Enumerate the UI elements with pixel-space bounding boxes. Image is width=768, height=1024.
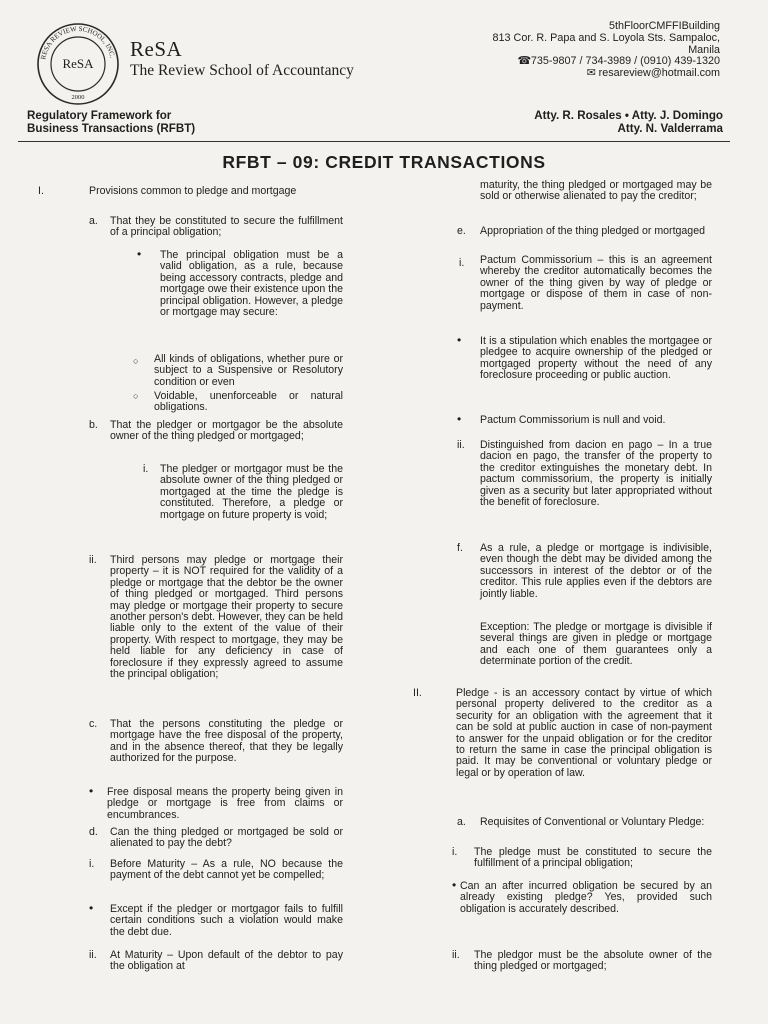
voidable-obligations: Voidable, unenforceable or natural obligations.: [154, 390, 343, 414]
after-incurred-note: Can an after incurred obligation be secured by an already existing pledge? Yes, provided such obligation is accurately described.: [460, 880, 712, 915]
requisite-a: That they be constituted to secure the fulfillment of a principal obligation;: [110, 215, 343, 239]
indivisibility: As a rule, a pledge or mortgage is indivisible, even though the debt may be divided among the successors in interest of the debtor or of the creditor. This rule applies even if the debtors are jointly liable.: [480, 542, 712, 600]
marker-b: b.: [89, 419, 98, 431]
page-title: RFBT – 09: CREDIT TRANSACTIONS: [222, 152, 546, 172]
course-subject: [27, 109, 195, 135]
email-line: ✉ resareview@hotmail.com: [586, 67, 720, 80]
requisite-c: That the persons constituting the pledge or mortgage have the free disposal of the property, and in the absence thereof, that they be legally authorized for the purpose.: [110, 718, 343, 765]
marker-a: a.: [89, 215, 98, 227]
bullet-marker: •: [457, 333, 462, 347]
circle-marker: ○: [133, 391, 139, 401]
pledge-requisite-i: The pledge must be constituted to secure the fulfillment of a principal obligation;: [474, 846, 712, 870]
bullet-marker: •: [457, 412, 462, 426]
requisites-conventional: Requisites of Conventional or Voluntary Pledge:: [480, 816, 705, 828]
stipulation-note: It is a stipulation which enables the mortgagee or pledgee to acquire ownership of the pledged or mortgaged property without the need of any foreclosure proceeding or public auction.: [480, 335, 712, 382]
principal-obligation-note: The principal obligation must be a valid obligation, as a rule, because being accessory contracts, pledge and mortgage owe their existence upon the principal obligation. However, a pledge or mortgage may secure:: [160, 249, 343, 319]
resa-logo: [36, 22, 120, 106]
requisite-b: That the pledger or mortgagor be the absolute owner of the thing pledged or mortgaged;: [110, 419, 343, 443]
marker-a: a.: [457, 816, 466, 828]
requisite-d: Can the thing pledged or mortgaged be sold or alienated to pay the debt?: [110, 826, 343, 850]
null-and-void: Pactum Commissorium is null and void.: [480, 414, 666, 426]
provisions-heading: Provisions common to pledge and mortgage: [89, 185, 297, 197]
marker-I: I.: [38, 185, 44, 197]
marker-ii: ii.: [457, 439, 465, 451]
subject-line-2: Business Transactions (RFBT): [27, 122, 196, 135]
at-maturity: At Maturity – Upon default of the debtor to pay the obligation at: [110, 949, 343, 973]
phone-line: ☎735-9807 / 734-3989 / (0910) 439-1320: [517, 55, 720, 68]
svg-text:RESA REVIEW SCHOOL, INC.: [39, 25, 116, 60]
brand-subtitle: The Review School of Accountancy: [130, 62, 354, 79]
address-line-2: 813 Cor. R. Papa and S. Loyola Sts. Sampaloc,: [492, 31, 720, 44]
marker-i: i.: [89, 858, 95, 870]
exception-note: Exception: The pledge or mortgage is divisible if several things are given in pledge or mortgage and each one of them guarantees only a determinate portion of the credit.: [480, 621, 712, 668]
brand-name: ReSA: [130, 37, 183, 61]
before-maturity: Before Maturity – As a rule, NO because the payment of the debt cannot yet be compelled;: [110, 858, 343, 882]
bullet-marker: •: [89, 784, 94, 798]
marker-II: II.: [413, 687, 422, 699]
header-divider: [18, 141, 730, 142]
absolute-owner-note: The pledger or mortgagor must be the absolute owner of the thing pledged or mortgaged at the time the pledge is constituted. Therefore, a pledge or mortgage on future property is void;: [160, 463, 343, 521]
logo-text: ReSA: [62, 56, 94, 71]
marker-i: i.: [143, 463, 149, 475]
logo-year: 2000: [71, 94, 85, 101]
pledge-requisite-ii: The pledgor must be the absolute owner of the thing pledged or mortgaged;: [474, 949, 712, 973]
marker-ii: ii.: [452, 949, 460, 961]
authors-line-1: Atty. R. Rosales • Atty. J. Domingo: [534, 109, 723, 122]
logo-ring-text: RESA REVIEW SCHOOL, INC.: [39, 24, 117, 61]
bullet-marker: •: [452, 878, 457, 892]
pactum-commissorium: Pactum Commissorium – this is an agreement whereby the creditor automatically becomes the owner of the thing given by way of pledge or mortgage or dispose of them in case of non-payment.: [480, 254, 712, 312]
circle-marker: ○: [133, 356, 139, 366]
except-note: Except if the pledger or mortgagor fails to fulfill certain conditions such a violation would make the debt due.: [110, 903, 343, 938]
subject-line-1: Regulatory Framework for: [27, 109, 172, 122]
marker-f: f.: [457, 542, 463, 554]
marker-ii: ii.: [89, 949, 97, 961]
marker-ii: ii.: [89, 554, 97, 566]
bullet-marker: •: [89, 901, 94, 915]
pledge-definition: Pledge - is an accessory contact by virtue of which personal property delivered to the creditor as a security for an obligation with the agreement that it can be sold at public auction in case of non-payment to answer for the unpaid obligation or for the creditor to return the same in case the principal obligation is paid. It may be conventional or voluntary pledge or legal or by operation of law.: [456, 687, 712, 779]
maturity-continued: maturity, the thing pledged or mortgaged may be sold or otherwise alienated to pay the creditor;: [480, 179, 712, 203]
free-disposal-note: Free disposal means the property being given in pledge or mortgage is free from claims or encumbrances.: [107, 786, 343, 821]
bullet-marker: •: [137, 247, 142, 261]
address-line-1: 5thFloorCMFFIBuilding: [608, 20, 720, 32]
dacion-en-pago: Distinguished from dacion en pago – In a true dacion en pago, the transfer of the property to the creditor extinguishes the monetary debt. In pactum commissorium, the property is initially given as a security but later appropriated without the benefit of foreclosure.: [480, 439, 712, 509]
appropriation: Appropriation of the thing pledged or mortgaged: [480, 225, 705, 237]
all-kinds-obligations: All kinds of obligations, whether pure or subject to a Suspensive or Resolutory condition or even: [154, 353, 343, 388]
authors-line-2: Atty. N. Valderrama: [617, 122, 723, 135]
address-line-3: Manila: [688, 43, 720, 56]
marker-i: i.: [459, 257, 465, 269]
third-persons-note: Third persons may pledge or mortgage their property – it is NOT required for the validity of a pledge or mortgage that the debtor be the owner of thing pledged or mortgaged. Third persons may pledge or mortgage their property to secure another person's debt. However, they can be held liable only to the extent of the value of their property. With respect to mortgage, they may be held liable for any deficiency in case of foreclosure if they expressly agreed to assume the principal obligation;: [110, 554, 343, 681]
marker-e: e.: [457, 225, 466, 237]
marker-c: c.: [89, 718, 98, 730]
marker-d: d.: [89, 826, 98, 838]
authors: [534, 109, 723, 135]
contact-block: [493, 21, 720, 80]
marker-i: i.: [452, 846, 458, 858]
